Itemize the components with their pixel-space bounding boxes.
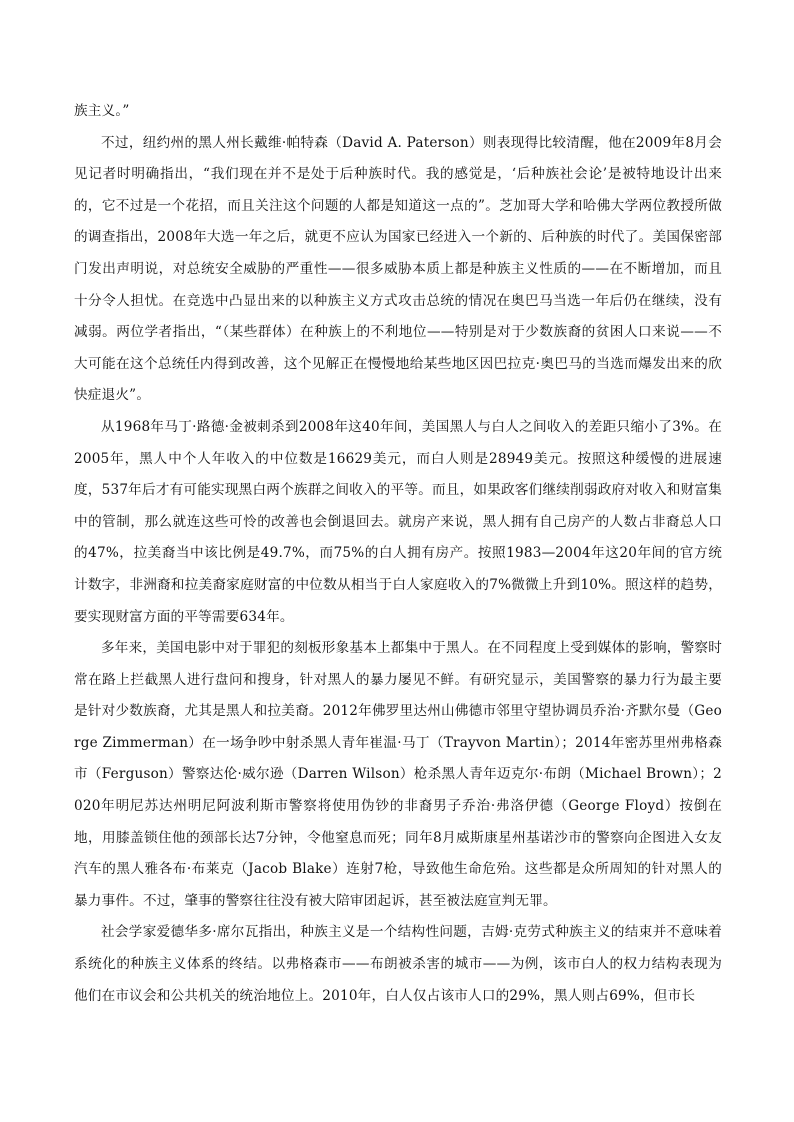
paragraph-income-gap: 从1968年马丁·路德·金被刺杀到2008年这40年间，美国黑人与白人之间收入的差距只缩小了3%。在2005年，黑人中个人年收入的中位数是16629美元，而白人则是28949美元。按照这种缓慢的进展速度，537年后才有可能实现黑白两个族群之间收入的平等。而且，如果政客们继续削弱政府对收入和财富集中的管制，那么就连这些可怜的改善也会倒退回去。就房产来说，黑人拥有自己房产的人数占非裔总人口的47%，拉美裔当中该比例是49.7%，而75%的白人拥有房产。按照1983—2004年这20年间的官方统计数字，非洲裔和拉美裔家庭财富的中位数从相当于白人家庭收入的7%微微上升到10%。照这样的趋势，要实现财富方面的平等需要634年。 (74, 418, 722, 625)
paragraph-police-violence: 多年来，美国电影中对于罪犯的刻板形象基本上都集中于黑人。在不同程度上受到媒体的影响，警察时常在路上拦截黑人进行盘问和搜身，针对黑人的暴力屡见不鲜。有研究显示，美国警察的暴力行为最主要是针对少数族裔，尤其是黑人和拉美裔。2012年佛罗里达州山佛德市邻里守望协调员乔治·齐默尔曼（George Zimmerman）在一场争吵中射杀黑人青年崔温·马丁（Trayvon Martin）；2014年密苏里州弗格森市（Ferguson）警察达伦·威尔逊（Darren Wilson）枪杀黑人青年迈克尔·布朗（Michael Brown）；2020年明尼苏达州明尼阿波利斯市警察将使用伪钞的非裔男子乔治·弗洛伊德（George Floyd）按倒在地，用膝盖锁住他的颈部长达7分钟，令他窒息而死；同年8月威斯康星州基诺沙市的警察向企图进入女友汽车的黑人雅各布·布莱克（Jacob Blake）连射7枪，导致他生命危殆。这些都是众所周知的针对黑人的暴力事件。不过，肇事的警察往往没有被大陪审团起诉，甚至被法庭宣判无罪。 (74, 640, 722, 909)
paragraph-paterson: 不过，纽约州的黑人州长戴维·帕特森（David A. Paterson）则表现得比较清醒，他在2009年8月会见记者时明确指出，“我们现在并不是处于后种族时代。我的感觉是，‘后种族社会论’是被特地设计出来的，它不过是一个花招，而且关注这个问题的人都是知道这一点的”。芝加哥大学和哈佛大学两位教授所做的调查指出，2008年大选一年之后，就更不应认为国家已经进入一个新的、后种族的时代了。美国保密部门发出声明说，对总统安全威胁的严重性——很多威胁本质上都是种族主义性质的——在不断增加，而且十分令人担忧。在竞选中凸显出来的以种族主义方式攻击总统的情况在奥巴马当选一年后仍在继续，没有减弱。两位学者指出，“（某些群体）在种族上的不利地位——特别是对于少数族裔的贫困人口来说——不大可能在这个总统任内得到改善，这个见解正在慢慢地给某些地区因巴拉克·奥巴马的当选而爆发出来的欣快症退火”。 (74, 134, 722, 404)
paragraph-continuation: 族主义。” (74, 103, 130, 119)
document-page (74, 96, 722, 1012)
paragraph-structural-racism: 社会学家爱德华多·席尔瓦指出，种族主义是一个结构性问题，吉姆·克劳式种族主义的结束并不意味着系统化的种族主义体系的终结。以弗格森市——布朗被杀害的城市——为例，该市白人的权力结构表现为他们在市议会和公共机关的统治地位上。2010年，白人仅占该市人口的29%，黑人则占69%，但市长 (74, 924, 722, 1004)
